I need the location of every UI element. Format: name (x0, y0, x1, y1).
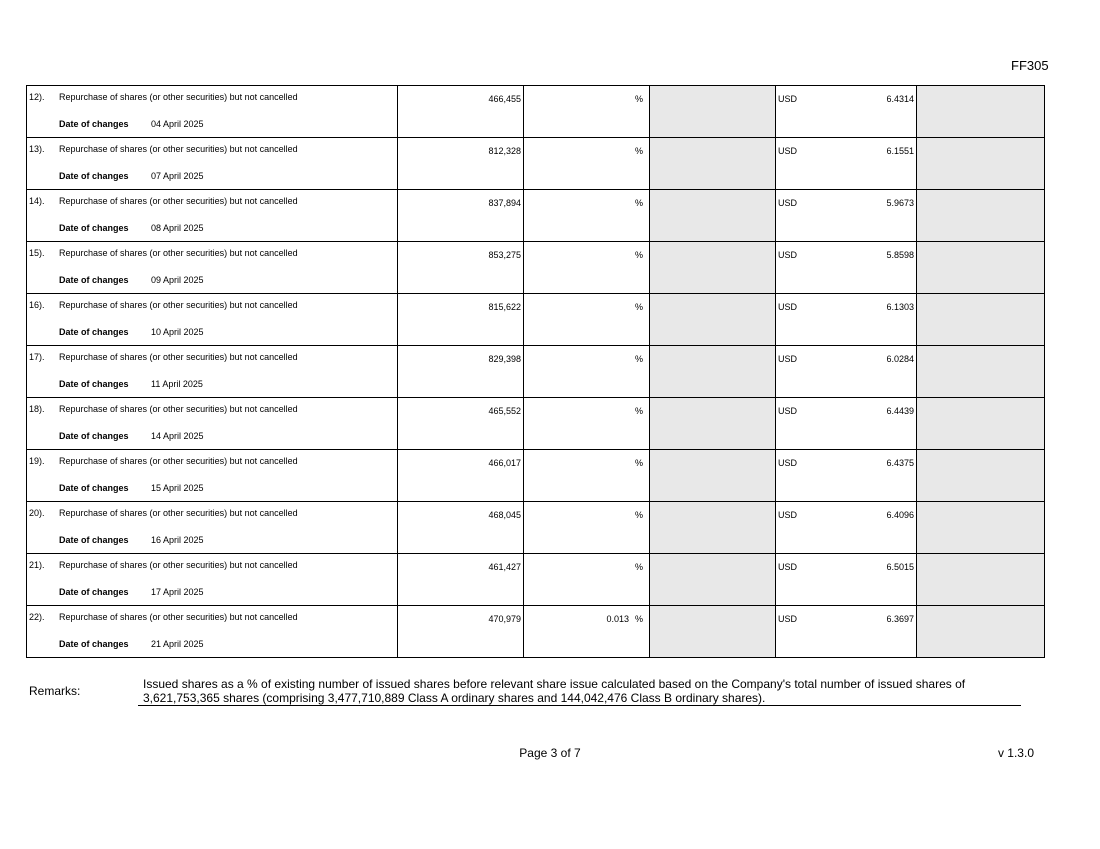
blank-grey-cell (650, 502, 776, 554)
table-row (27, 294, 1045, 346)
description-cell (27, 606, 398, 658)
price-value: 6.5015 (886, 562, 914, 572)
price-value: 6.0284 (886, 354, 914, 364)
blank-grey-cell (650, 242, 776, 294)
date-of-changes-label: Date of changes (59, 431, 129, 441)
price-cell (776, 242, 917, 294)
shares-count: 812,328 (398, 138, 524, 190)
table-row (27, 138, 1045, 190)
blank-grey-cell (650, 86, 776, 138)
description-cell (27, 450, 398, 502)
currency-code: USD (778, 198, 798, 208)
currency-code: USD (778, 94, 798, 104)
table-body (27, 86, 1045, 658)
table-row (27, 242, 1045, 294)
description-cell (27, 86, 398, 138)
row-index: 22). (29, 612, 45, 622)
percent-cell (524, 138, 650, 190)
price-value: 6.4439 (886, 406, 914, 416)
blank-grey-cell (650, 398, 776, 450)
blank-grey-cell (917, 346, 1045, 398)
remarks-text: Issued shares as a % of existing number of issued shares before relevant share issue calculated based on the Company's total number of issued shares of 3,621,753,365 shares (comprising 3,477,710,889 Class A ordinary shares and 144,042,476 Class B ordinary shares). (138, 677, 1021, 706)
price-cell (776, 86, 917, 138)
table-row (27, 398, 1045, 450)
price-value: 6.1551 (886, 146, 914, 156)
percent-sign: % (634, 562, 643, 572)
blank-grey-cell (650, 346, 776, 398)
currency-code: USD (778, 302, 798, 312)
date-of-changes-value: 15 April 2025 (151, 483, 204, 493)
shares-count: 466,017 (398, 450, 524, 502)
blank-grey-cell (917, 450, 1045, 502)
description-cell (27, 138, 398, 190)
blank-grey-cell (917, 86, 1045, 138)
price-value: 5.9673 (886, 198, 914, 208)
change-description: Repurchase of shares (or other securities) but not cancelled (59, 612, 298, 622)
table-row (27, 86, 1045, 138)
shares-count: 465,552 (398, 398, 524, 450)
change-description: Repurchase of shares (or other securities) but not cancelled (59, 92, 298, 102)
description-cell (27, 190, 398, 242)
percent-cell (524, 242, 650, 294)
blank-grey-cell (917, 502, 1045, 554)
blank-grey-cell (650, 450, 776, 502)
date-of-changes-value: 04 April 2025 (151, 119, 204, 129)
blank-grey-cell (917, 242, 1045, 294)
shares-count: 837,894 (398, 190, 524, 242)
date-of-changes-label: Date of changes (59, 223, 129, 233)
percent-cell (524, 86, 650, 138)
blank-grey-cell (917, 554, 1045, 606)
date-of-changes-label: Date of changes (59, 327, 129, 337)
row-index: 19). (29, 456, 45, 466)
currency-code: USD (778, 250, 798, 260)
table-row (27, 554, 1045, 606)
date-of-changes-label: Date of changes (59, 639, 129, 649)
description-cell (27, 398, 398, 450)
percent-cell (524, 502, 650, 554)
table-row (27, 346, 1045, 398)
table-row (27, 606, 1045, 658)
date-of-changes-label: Date of changes (59, 587, 129, 597)
date-of-changes-label: Date of changes (59, 379, 129, 389)
price-cell (776, 346, 917, 398)
change-description: Repurchase of shares (or other securities) but not cancelled (59, 300, 298, 310)
description-cell (27, 502, 398, 554)
percent-value: 0.013 (606, 614, 629, 624)
date-of-changes-value: 10 April 2025 (151, 327, 204, 337)
page-number: Page 3 of 7 (519, 746, 581, 760)
date-of-changes-value: 11 April 2025 (151, 379, 203, 389)
percent-cell (524, 554, 650, 606)
price-value: 6.1303 (886, 302, 914, 312)
shares-count: 461,427 (398, 554, 524, 606)
percent-sign: % (634, 458, 643, 468)
row-index: 14). (29, 196, 45, 206)
date-of-changes-label: Date of changes (59, 119, 129, 129)
date-of-changes-label: Date of changes (59, 483, 129, 493)
percent-cell (524, 190, 650, 242)
share-changes-table (26, 85, 1045, 658)
shares-count: 829,398 (398, 346, 524, 398)
price-cell (776, 502, 917, 554)
percent-cell (524, 294, 650, 346)
date-of-changes-label: Date of changes (59, 535, 129, 545)
description-cell (27, 242, 398, 294)
percent-sign: % (634, 510, 643, 520)
date-of-changes-value: 21 April 2025 (151, 639, 204, 649)
date-of-changes-value: 17 April 2025 (151, 587, 204, 597)
row-index: 15). (29, 248, 45, 258)
row-index: 12). (29, 92, 45, 102)
row-index: 13). (29, 144, 45, 154)
blank-grey-cell (917, 398, 1045, 450)
change-description: Repurchase of shares (or other securities) but not cancelled (59, 508, 298, 518)
change-description: Repurchase of shares (or other securities) but not cancelled (59, 248, 298, 258)
percent-cell (524, 398, 650, 450)
percent-cell (524, 346, 650, 398)
shares-count: 466,455 (398, 86, 524, 138)
percent-sign: % (634, 250, 643, 260)
price-cell (776, 450, 917, 502)
currency-code: USD (778, 406, 798, 416)
change-description: Repurchase of shares (or other securities) but not cancelled (59, 144, 298, 154)
remarks-label: Remarks: (29, 684, 81, 698)
price-value: 6.4314 (886, 94, 914, 104)
shares-count: 468,045 (398, 502, 524, 554)
shares-count: 853,275 (398, 242, 524, 294)
change-description: Repurchase of shares (or other securities) but not cancelled (59, 404, 298, 414)
blank-grey-cell (650, 294, 776, 346)
row-index: 17). (29, 352, 45, 362)
percent-sign: % (634, 302, 643, 312)
row-index: 20). (29, 508, 45, 518)
percent-sign: % (634, 354, 643, 364)
blank-grey-cell (650, 138, 776, 190)
currency-code: USD (778, 510, 798, 520)
blank-grey-cell (917, 606, 1045, 658)
currency-code: USD (778, 146, 798, 156)
row-index: 16). (29, 300, 45, 310)
blank-grey-cell (917, 294, 1045, 346)
blank-grey-cell (650, 190, 776, 242)
price-value: 6.4375 (886, 458, 914, 468)
price-cell (776, 190, 917, 242)
row-index: 18). (29, 404, 45, 414)
percent-cell (524, 606, 650, 658)
currency-code: USD (778, 614, 798, 624)
change-description: Repurchase of shares (or other securities) but not cancelled (59, 456, 298, 466)
percent-sign: % (634, 94, 643, 104)
date-of-changes-label: Date of changes (59, 275, 129, 285)
change-description: Repurchase of shares (or other securities) but not cancelled (59, 560, 298, 570)
percent-sign: % (634, 614, 643, 624)
percent-cell (524, 450, 650, 502)
table-row (27, 450, 1045, 502)
row-index: 21). (29, 560, 45, 570)
table-row (27, 502, 1045, 554)
form-code: FF305 (1011, 58, 1049, 73)
description-cell (27, 294, 398, 346)
blank-grey-cell (650, 554, 776, 606)
blank-grey-cell (917, 138, 1045, 190)
price-value: 6.3697 (886, 614, 914, 624)
date-of-changes-value: 14 April 2025 (151, 431, 204, 441)
date-of-changes-value: 08 April 2025 (151, 223, 204, 233)
price-cell (776, 398, 917, 450)
price-cell (776, 606, 917, 658)
description-cell (27, 554, 398, 606)
price-cell (776, 554, 917, 606)
change-description: Repurchase of shares (or other securities) but not cancelled (59, 352, 298, 362)
shares-count: 470,979 (398, 606, 524, 658)
currency-code: USD (778, 562, 798, 572)
date-of-changes-label: Date of changes (59, 171, 129, 181)
blank-grey-cell (917, 190, 1045, 242)
date-of-changes-value: 09 April 2025 (151, 275, 204, 285)
description-cell (27, 346, 398, 398)
currency-code: USD (778, 458, 798, 468)
currency-code: USD (778, 354, 798, 364)
percent-sign: % (634, 146, 643, 156)
shares-count: 815,622 (398, 294, 524, 346)
version-label: v 1.3.0 (997, 746, 1034, 760)
price-cell (776, 138, 917, 190)
percent-sign: % (634, 406, 643, 416)
price-value: 5.8598 (886, 250, 914, 260)
percent-sign: % (634, 198, 643, 208)
date-of-changes-value: 07 April 2025 (151, 171, 204, 181)
price-cell (776, 294, 917, 346)
blank-grey-cell (650, 606, 776, 658)
table-row (27, 190, 1045, 242)
date-of-changes-value: 16 April 2025 (151, 535, 204, 545)
change-description: Repurchase of shares (or other securities) but not cancelled (59, 196, 298, 206)
price-value: 6.4096 (886, 510, 914, 520)
